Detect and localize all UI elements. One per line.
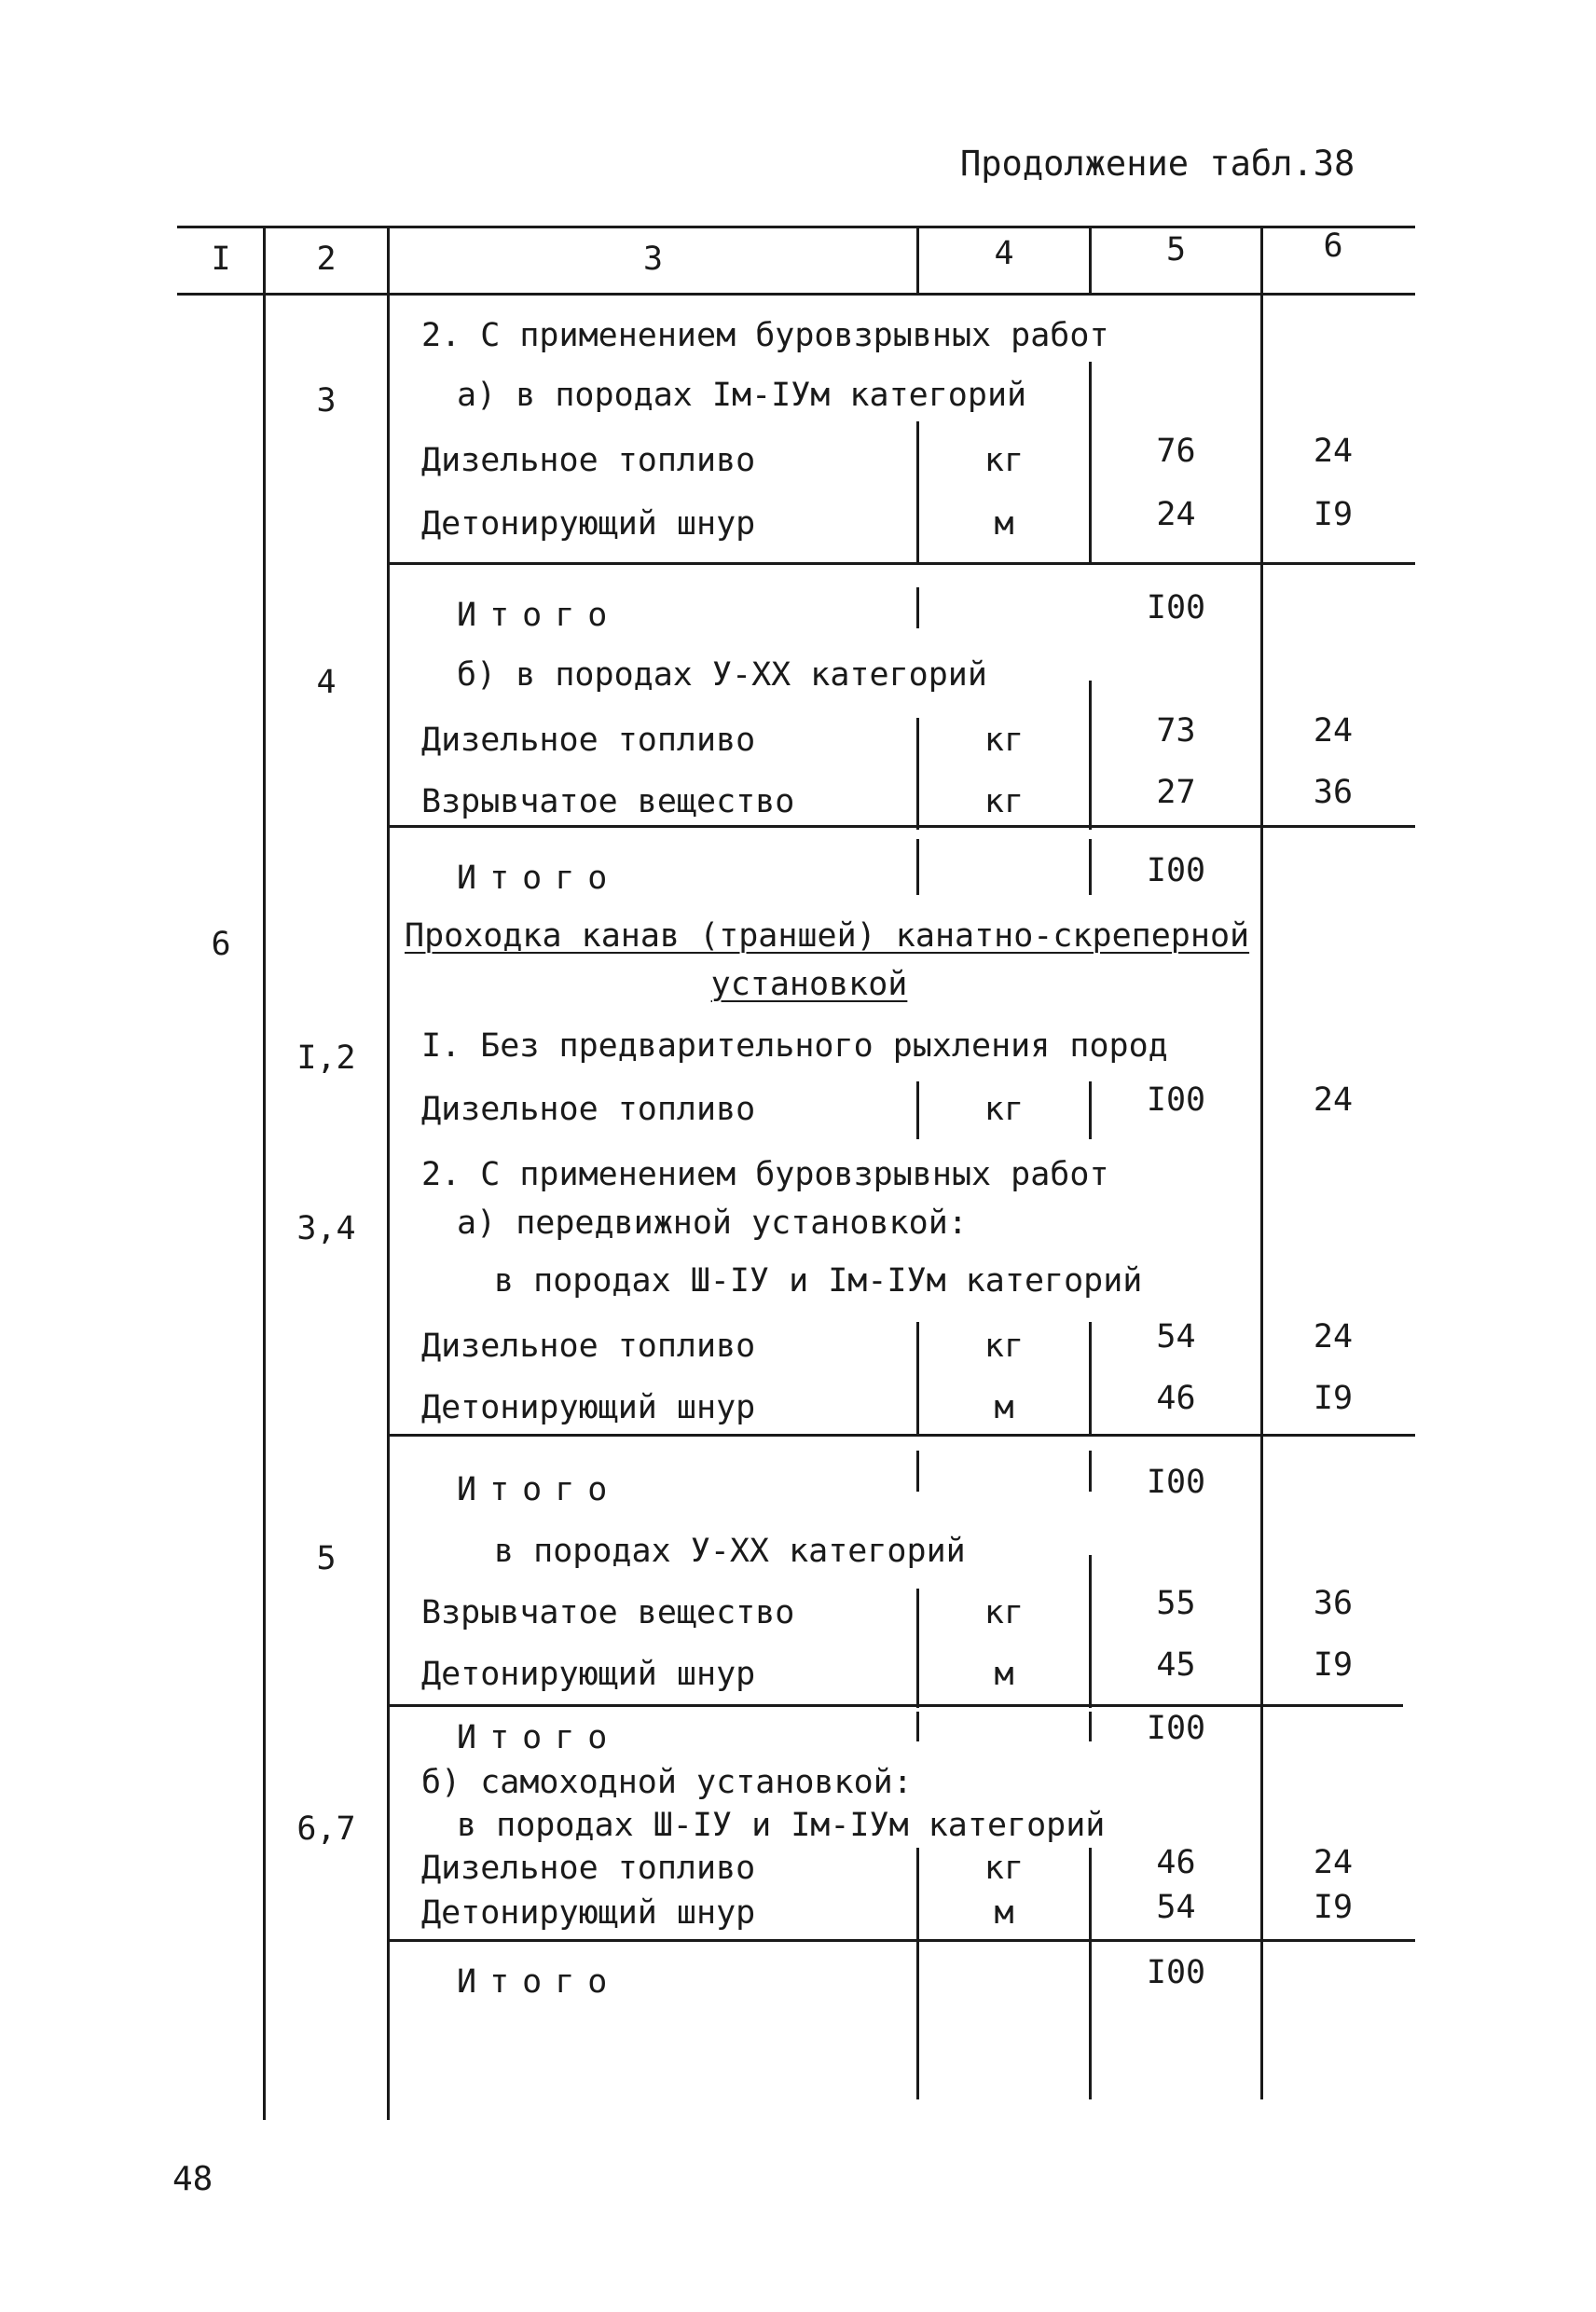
unit: кг xyxy=(984,442,1025,479)
row-rule xyxy=(387,825,1415,828)
percent-value: 73 xyxy=(1156,712,1196,750)
total-percent: I00 xyxy=(1146,852,1206,889)
norm-value: 24 xyxy=(1313,712,1354,750)
col-divider-4-tick xyxy=(916,1451,919,1492)
row-rule xyxy=(387,562,1415,565)
norm-value: I9 xyxy=(1313,1646,1354,1684)
material-name: Взрывчатое вещество xyxy=(421,783,795,820)
subsection-heading: в породах У-XX категорий xyxy=(494,1533,966,1570)
total-label: Итого xyxy=(457,860,621,897)
material-name: Детонирующий шнур xyxy=(421,1389,756,1426)
percent-value: 46 xyxy=(1156,1844,1196,1881)
total-label: Итого xyxy=(457,597,621,634)
col-header-3: 3 xyxy=(642,241,664,278)
percent-value: 54 xyxy=(1156,1889,1196,1926)
material-name: Взрывчатое вещество xyxy=(421,1594,795,1631)
material-name: Дизельное топливо xyxy=(421,722,756,759)
table-header-rule xyxy=(177,293,1415,296)
table-top-rule xyxy=(177,226,1415,228)
table-continuation-caption: Продолжение табл.38 xyxy=(960,144,1355,184)
col2-group: I,2 xyxy=(296,1039,356,1077)
col-header-1: I xyxy=(211,241,231,278)
section-heading: 2. С применением буровзрывных работ xyxy=(421,1156,1109,1193)
norm-value: I9 xyxy=(1313,1380,1354,1417)
norm-value: 36 xyxy=(1313,1585,1354,1622)
subsection-heading: б) в породах У-XX категорий xyxy=(457,656,987,694)
col-divider-4-tick xyxy=(916,587,919,628)
section-heading: 2. С применением буровзрывных работ xyxy=(421,317,1109,354)
total-label: Итого xyxy=(457,1719,621,1756)
norm-value: I9 xyxy=(1313,1889,1354,1926)
norm-value: 24 xyxy=(1313,433,1354,470)
col2-group: 6,7 xyxy=(296,1810,356,1848)
norm-value: 24 xyxy=(1313,1318,1354,1356)
row-rule xyxy=(387,1704,1403,1707)
total-percent: I00 xyxy=(1146,1464,1206,1501)
total-percent: I00 xyxy=(1146,1954,1206,1991)
norm-value: 24 xyxy=(1313,1844,1354,1881)
material-name: Дизельное топливо xyxy=(421,1091,756,1128)
percent-value: 46 xyxy=(1156,1380,1196,1417)
total-label: Итого xyxy=(457,1963,621,2001)
col-header-6: 6 xyxy=(1323,227,1343,265)
total-percent: I00 xyxy=(1146,589,1206,626)
col2-group: 3,4 xyxy=(296,1210,356,1247)
subsection-heading: а) передвижной установкой: xyxy=(457,1204,968,1242)
unit: м xyxy=(994,1389,1014,1426)
col2-group: 3 xyxy=(316,382,337,420)
material-name: Дизельное топливо xyxy=(421,442,756,479)
percent-value: I00 xyxy=(1146,1081,1206,1119)
unit: кг xyxy=(984,1594,1025,1631)
subsection-heading: в породах Ш-IУ и Iм-IУм категорий xyxy=(457,1807,1106,1844)
unit: м xyxy=(994,505,1014,543)
unit: кг xyxy=(984,722,1025,759)
col-header-4: 4 xyxy=(994,235,1014,272)
col-header-5: 5 xyxy=(1165,231,1187,268)
unit: кг xyxy=(984,783,1025,820)
percent-value: 54 xyxy=(1156,1318,1196,1356)
section-heading: I. Без предварительного рыхления пород xyxy=(421,1027,1168,1065)
unit: кг xyxy=(984,1850,1025,1887)
page-number: 48 xyxy=(172,2160,213,2198)
percent-value: 27 xyxy=(1156,774,1196,811)
unit: кг xyxy=(984,1091,1025,1128)
col-divider-2 xyxy=(387,227,390,2120)
unit: кг xyxy=(984,1328,1025,1365)
percent-value: 55 xyxy=(1156,1585,1196,1622)
material-name: Дизельное топливо xyxy=(421,1328,756,1365)
section-title: Проходка канав (траншей) канатно-скреперной xyxy=(405,917,1250,955)
row-rule xyxy=(387,1939,1415,1942)
percent-value: 24 xyxy=(1156,496,1196,533)
section-title-continuation: установкой xyxy=(710,966,908,1003)
row-rule xyxy=(387,1434,1415,1437)
norm-value: I9 xyxy=(1313,496,1354,533)
col2-group: 5 xyxy=(316,1540,337,1577)
percent-value: 45 xyxy=(1156,1646,1196,1684)
norm-value: 24 xyxy=(1313,1081,1354,1119)
col1-value: 6 xyxy=(211,926,231,963)
subsection-heading: б) самоходной установкой: xyxy=(421,1764,913,1801)
total-label: Итого xyxy=(457,1471,621,1508)
col-divider-4-tick xyxy=(916,1712,919,1741)
unit: м xyxy=(994,1894,1014,1932)
col-divider-5-left xyxy=(1089,1555,1092,1708)
material-name: Детонирующий шнур xyxy=(421,1894,756,1932)
col-header-2: 2 xyxy=(316,241,337,278)
total-percent: I00 xyxy=(1146,1710,1206,1747)
col2-group: 4 xyxy=(316,664,337,701)
col-divider-4-bottom xyxy=(916,1941,919,2099)
col-divider-4-tick xyxy=(916,839,919,895)
subsection-heading: а) в породах Iм-IУм категорий xyxy=(457,377,1027,414)
material-name: Детонирующий шнур xyxy=(421,1656,756,1693)
unit: м xyxy=(994,1656,1014,1693)
percent-value: 76 xyxy=(1156,433,1196,470)
material-name: Дизельное топливо xyxy=(421,1850,756,1887)
material-name: Детонирующий шнур xyxy=(421,505,756,543)
norm-value: 36 xyxy=(1313,774,1354,811)
subsection-heading: в породах Ш-IУ и Iм-IУм категорий xyxy=(494,1262,1143,1300)
